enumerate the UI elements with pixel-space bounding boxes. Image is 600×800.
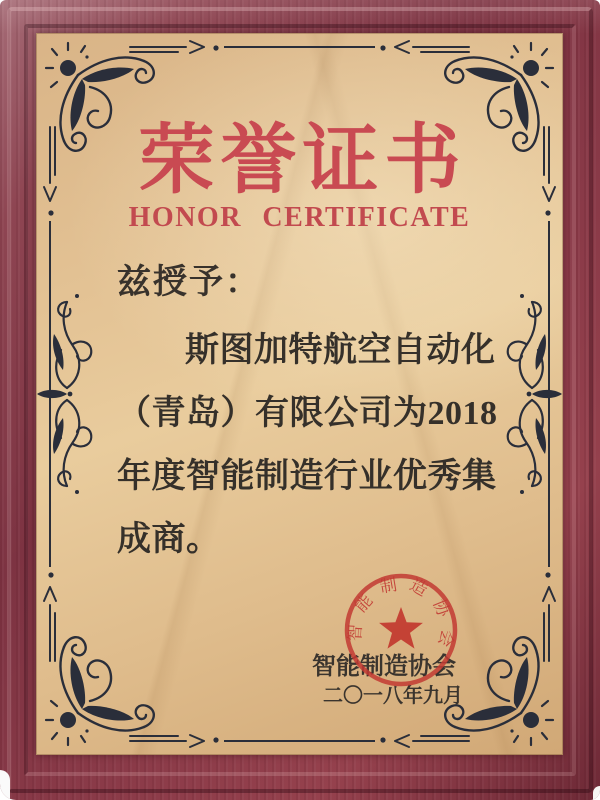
seal-arc-text: 智能制造协会 — [345, 573, 458, 659]
photo-background-sliver — [0, 770, 10, 800]
brass-plate — [36, 33, 563, 755]
body-line: 斯图加特航空自动化 — [185, 332, 496, 369]
certificate-body — [117, 319, 517, 571]
issue-date: 二〇一八年九月 — [323, 685, 463, 707]
body-line: （青岛）有限公司为2018 — [117, 395, 498, 432]
body-line: 成商。 — [117, 521, 221, 558]
certificate-title-cn: 荣誉证书 — [138, 118, 467, 203]
seal-star-icon — [379, 607, 423, 649]
side-vine-left — [37, 294, 91, 494]
salutation: 兹授予： — [117, 264, 261, 301]
photo-background-sliver — [593, 786, 600, 800]
issuer-name: 智能制造协会 — [312, 654, 456, 680]
corner-flourish-bottom-left — [44, 572, 219, 747]
association-seal — [331, 560, 471, 700]
certificate-title-en: HONOR CERTIFICATE — [128, 202, 471, 233]
body-line: 年度智能制造行业优秀集 — [117, 458, 497, 495]
